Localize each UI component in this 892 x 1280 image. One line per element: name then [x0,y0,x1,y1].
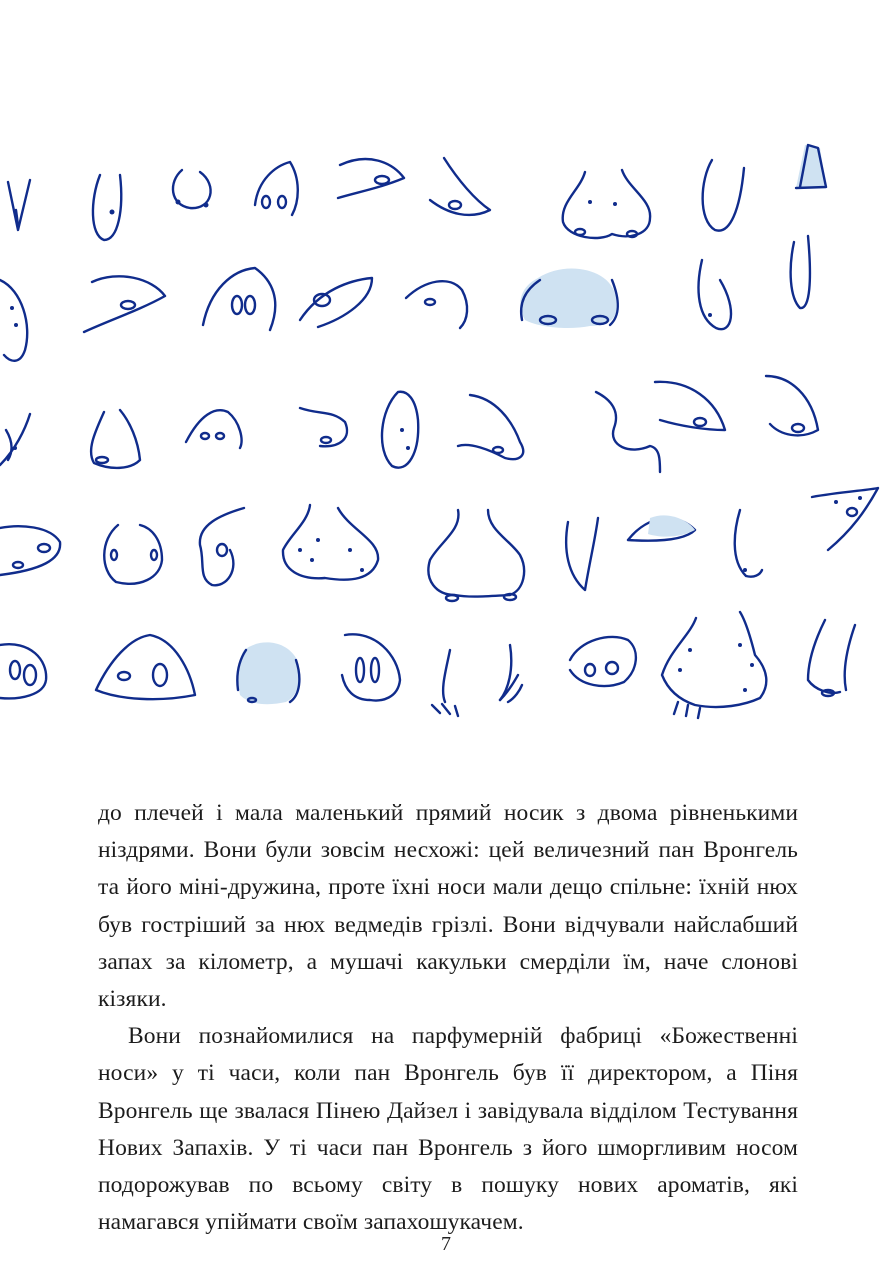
nose-sketch [406,281,467,328]
nose-sketch [96,635,195,699]
nose-sketch [428,510,524,601]
nose-sketch [203,268,275,330]
paragraph: до плечей і мала маленький прямий носик з двома рівненькими ніздрями. Вони були зовсім несхожі: цей величезний пан Вронгель та його міні-дружина, проте їхні носи мали дещо спільне: їхній нюх був гостріший за нюх ведмедів грізлі. Вони відчували найслабший запах за кілометр, а мушачі какульки смерділи їм, наче слонові кізяки. [98,800,798,1013]
nose-sketch [520,268,617,328]
nose-sketch [566,518,598,590]
nose-sketch [0,414,30,465]
nose-sketches-illustration [0,130,892,730]
nose-sketch [237,642,299,704]
nose-sketch [812,488,878,550]
nose-sketch [808,620,855,696]
nose-sketch [300,408,347,446]
nose-sketch [791,236,810,308]
nose-sketch [766,376,818,435]
nose-sketch [0,644,46,698]
nose-sketch [200,508,244,585]
nose-sketch [283,505,378,580]
paragraph: Вони познайомилися на парфумерній фабриці «Божественні носи» у ті часи, коли пан Вронгель був її директором, а Піня Вронгель ще звалася Пінею Дайзел і завідувала відділом Тестування Нових Запахів. У ті часи пан Вронгель з його шморгливим носом подорожував по всьому світу в пошуку нових ароматів, які намагався упіймати своїм запахошукачем. [98,1023,798,1236]
nose-sketch [300,278,372,327]
nose-sketch [735,510,762,577]
nose-sketch [0,526,60,575]
nose-sketch [382,392,418,468]
nose-sketch [0,280,27,361]
nose-sketch [173,170,211,208]
nose-sketch [91,410,140,468]
nose-sketch [430,158,490,215]
nose-sketch [662,612,766,718]
nose-sketch [342,634,400,700]
nose-sketch [563,170,650,238]
nose-sketch [628,515,695,540]
nose-sketch [338,159,404,198]
nose-sketch [432,645,522,716]
nose-sketch [186,410,242,448]
nose-sketch [84,276,165,332]
nose-sketch [8,180,30,230]
body-text [98,795,798,1241]
nose-sketch [104,525,162,584]
nose-sketch [703,160,744,231]
nose-sketch [655,382,725,430]
nose-sketch [796,145,826,188]
nose-sketch [458,395,523,459]
nose-sketch [93,175,121,240]
nose-sketch [570,637,636,686]
nose-sketch [255,162,298,215]
nose-sketch [596,392,660,472]
page-number: 7 [441,1233,451,1255]
nose-sketch [699,260,732,329]
